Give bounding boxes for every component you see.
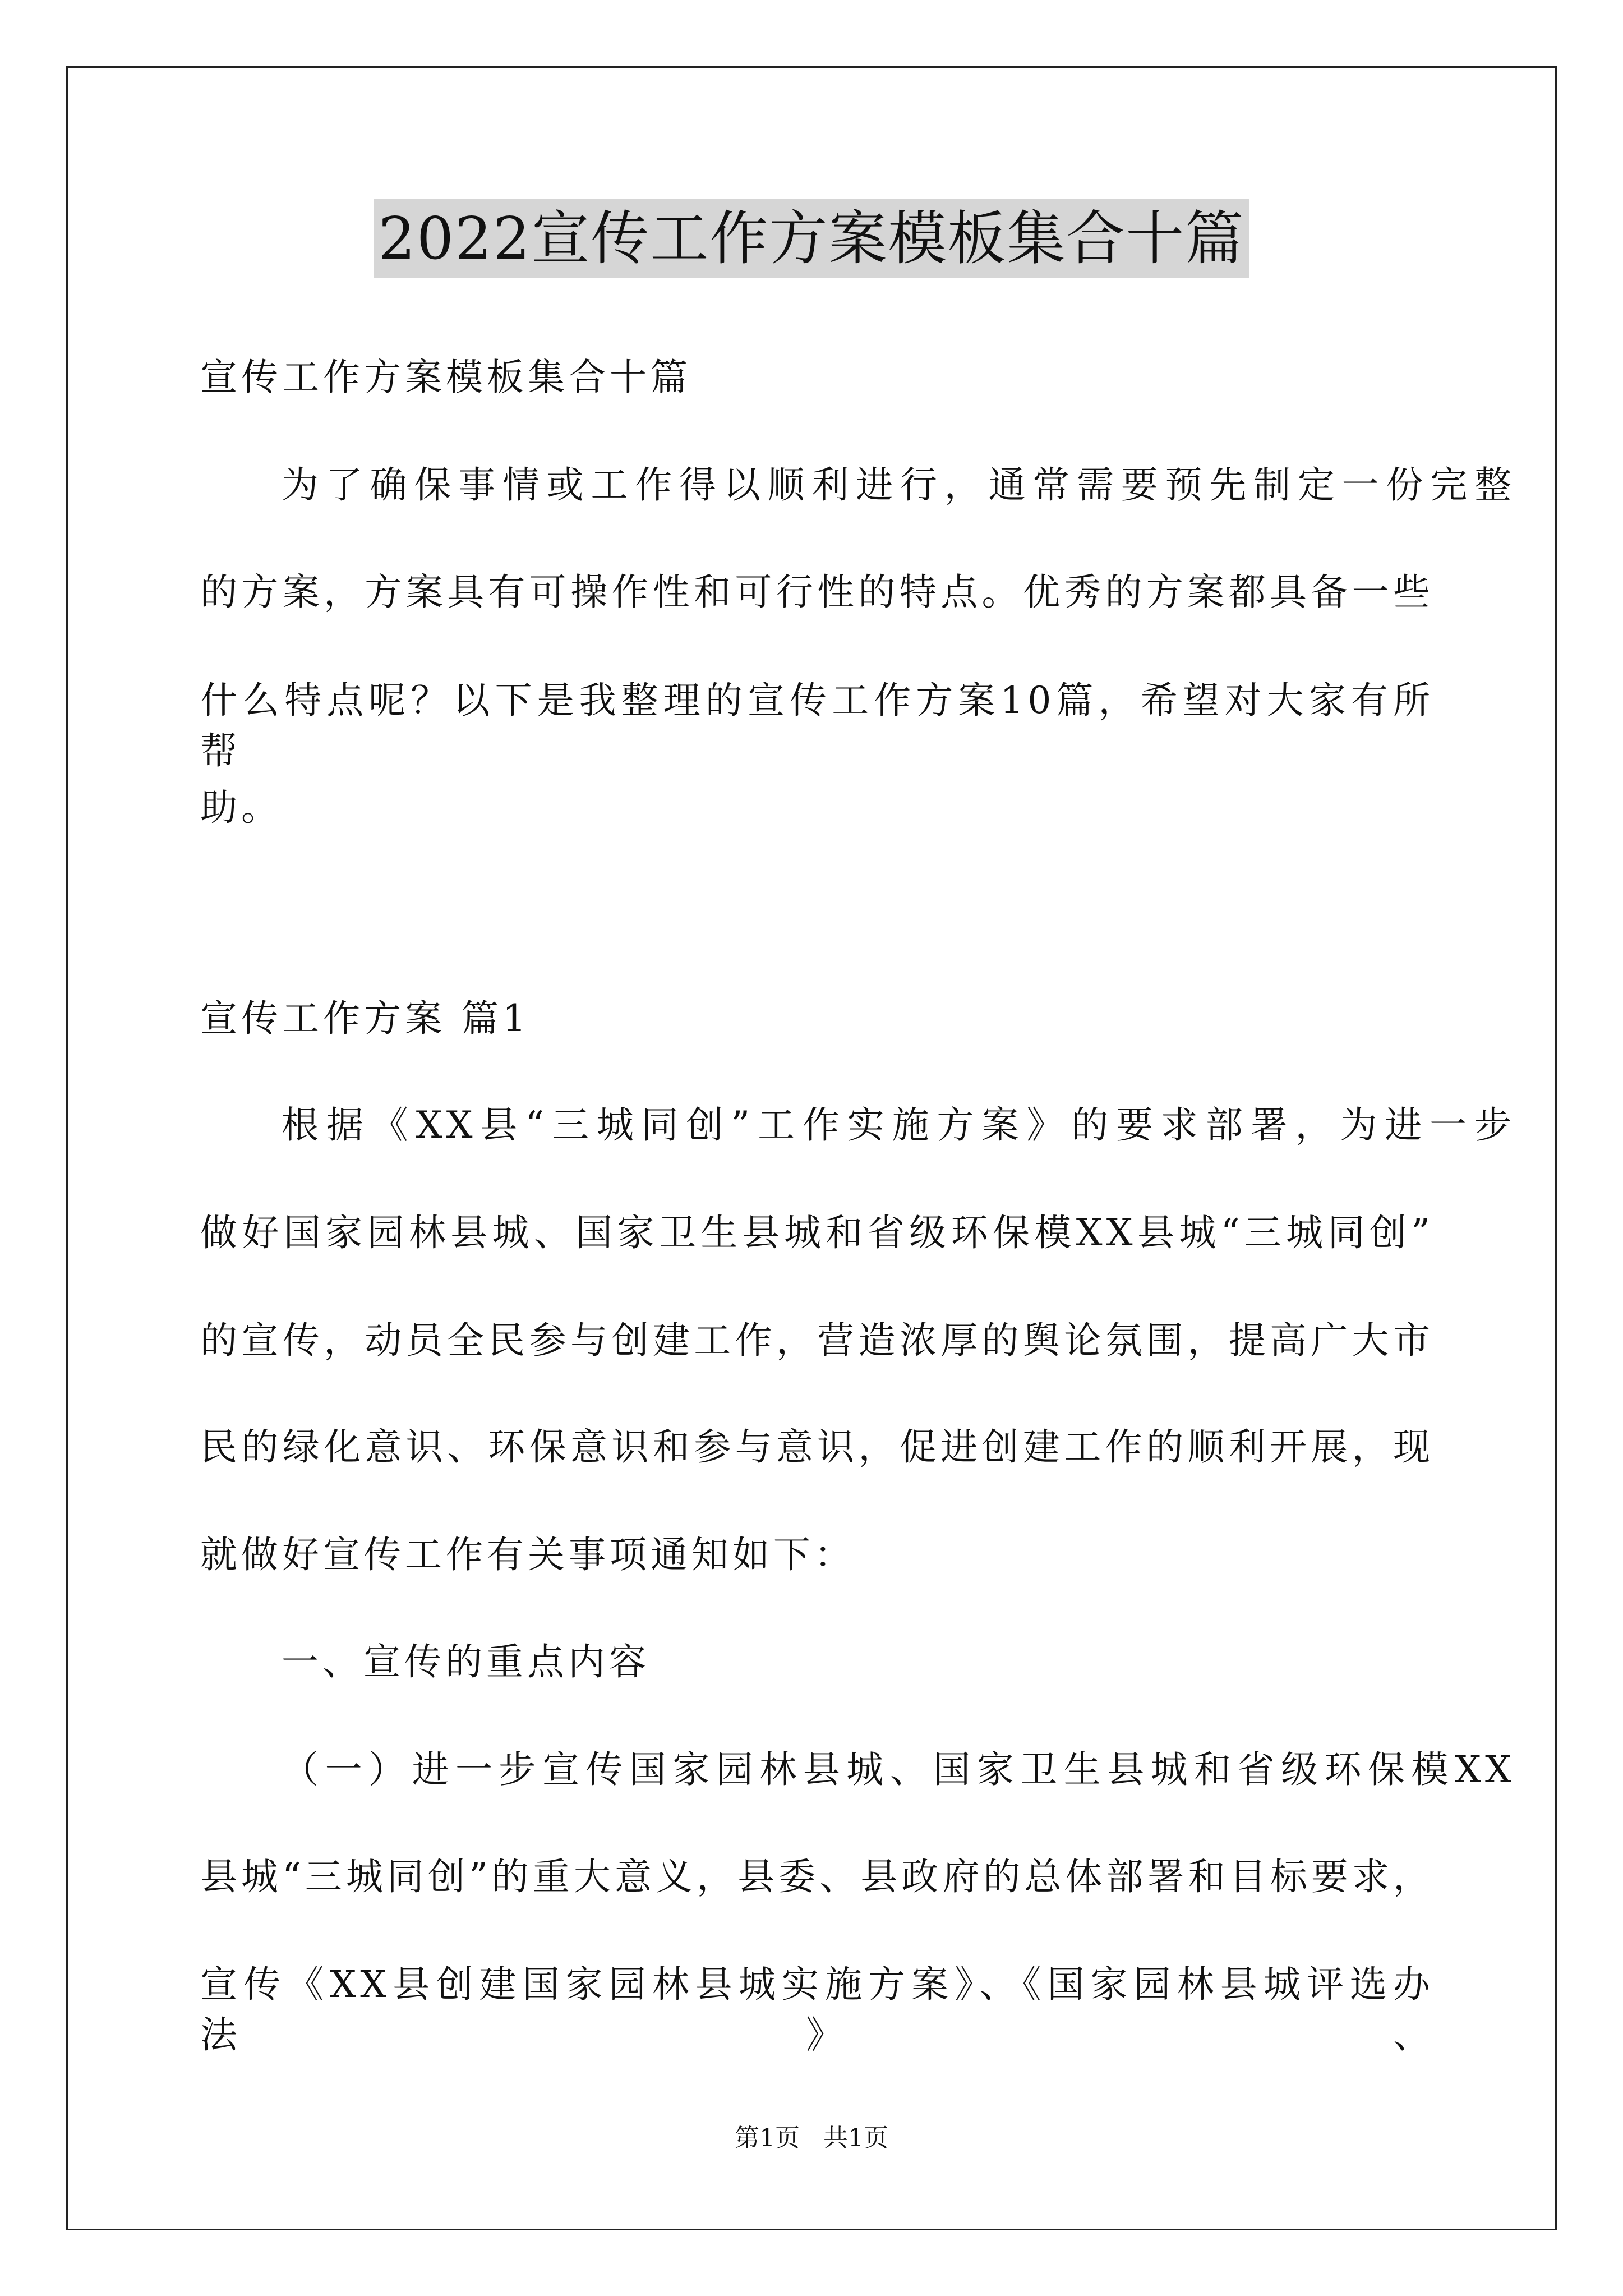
document-subtitle: 宣传工作方案模板集合十篇 xyxy=(200,356,691,399)
body-line: 的宣传，动员全民参与创建工作，营造浓厚的舆论氛围，提高广大市 xyxy=(200,1319,1434,1362)
page-total: 共1页 xyxy=(823,2124,888,2152)
body-line: 县城“三城同创”的重大意义，县委、县政府的总体部署和目标要求， xyxy=(200,1855,1434,1898)
body-line: 宣传《XX县创建国家园林县城实施方案》、《国家园林县城评选办法》、 xyxy=(200,1963,1434,2056)
document-title: 2022宣传工作方案模板集合十篇 xyxy=(374,199,1249,278)
intro-line: 的方案，方案具有可操作性和可行性的特点。优秀的方案都具备一些 xyxy=(200,570,1434,614)
intro-line: 什么特点呢？以下是我整理的宣传工作方案10篇，希望对大家有所帮 xyxy=(200,679,1434,772)
body-line: 就做好宣传工作有关事项通知如下： xyxy=(200,1533,855,1576)
body-line: 民的绿化意识、环保意识和参与意识，促进创建工作的顺利开展，现 xyxy=(200,1425,1434,1469)
body-line: （一）进一步宣传国家园林县城、国家卫生县城和省级环保模XX xyxy=(282,1748,1515,1791)
body-line: 做好国家园林县城、国家卫生县城和省级环保模XX县城“三城同创” xyxy=(200,1211,1434,1254)
section-heading: 宣传工作方案 篇1 xyxy=(200,997,530,1040)
page-footer xyxy=(0,2122,1623,2155)
title-container xyxy=(0,199,1623,278)
point-heading: 一、宣传的重点内容 xyxy=(282,1640,650,1683)
page-number: 第1页 xyxy=(735,2124,800,2152)
intro-line: 助。 xyxy=(200,786,282,829)
body-line: 根据《XX县“三城同创”工作实施方案》的要求部署，为进一步 xyxy=(282,1103,1515,1147)
intro-line: 为了确保事情或工作得以顺利进行，通常需要预先制定一份完整 xyxy=(282,463,1515,507)
